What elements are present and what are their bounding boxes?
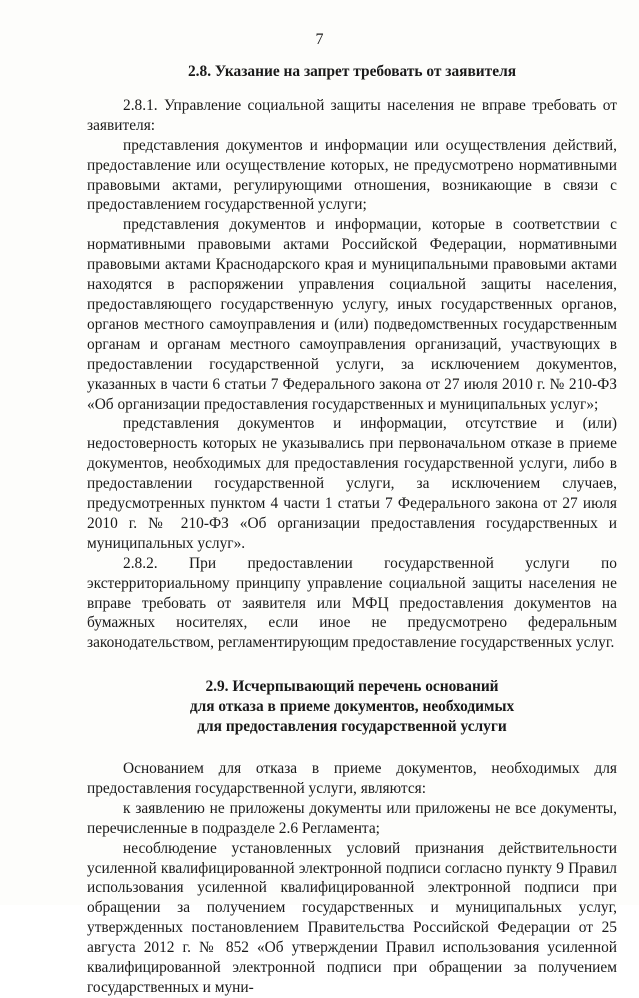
paragraph-2-8-1: 2.8.1. Управление социальной защиты населения не вправе требовать от заявителя: [87, 96, 617, 134]
paragraph-requirement-2: представления документов и информации, которые в соответствии с нормативными правовыми актами Российской Федерации, нормативными правовыми актами Краснодарского края и муниципальными правовыми актами находятся в распоряжении управления социальной защиты населения, предоставляющего государственную услугу, иных государственных органов, органов местного самоуправления и (или) подведомственных государственным органам и органам местного самоуправления организаций, участвующих в предоставлении государственной услуги, за исключением документов, указанных в части 6 статьи 7 Федерального закона от 27 июля 2010 г. № 210-ФЗ «Об организации предоставления государственных и муниципальных услуг»; [87, 216, 617, 413]
section-heading-2-9 [87, 677, 617, 737]
paragraph-requirement-3: представления документов и информации, отсутствие и (или) недостоверность которых не указывались при первоначальном отказе в приеме документов, необходимых для предоставления государственной услуги, либо в предоставлении государственной услуги, за исключением случаев, предусмотренных пунктом 4 части 1 статьи 7 Федерального закона от 27 июля 2010 г. № 210-ФЗ «Об организации предоставления государственных и муниципальных услуг». [87, 415, 617, 552]
section-heading-2-8: 2.8. Указание на запрет требовать от заявителя [187, 63, 517, 80]
page-content [87, 62, 617, 998]
section-heading-2-9-line-1: 2.9. Исчерпывающий перечень оснований [205, 678, 499, 696]
paragraph-refusal-ground-2: несоблюдение установленных условий признания действительности усиленной квалифицированной электронной подписи согласно пункту 9 Правил использования усиленной квалифицированной электронной подписи при обращении за получением государственных и муниципальных услуг, утвержденных постановлением Правительства Российской Федерации от 25 августа 2012 г. № 852 «Об утверждении Правил использования усиленной квалифицированной электронной подписи при обращении за получением государственных и муни- [87, 839, 617, 996]
paragraph-refusal-grounds: Основанием для отказа в приеме документов, необходимых для предоставления государственной услуги, являются: [87, 760, 617, 797]
section-heading-2-9-line-2: для отказа в приеме документов, необходимых [189, 698, 515, 716]
paragraph-refusal-ground-1: к заявлению не приложены документы или приложены не все документы, перечисленные в подразделе 2.6 Регламента; [87, 799, 617, 837]
page-number: 7 [315, 31, 324, 48]
section-heading-2-9-line-3: для предоставления государственной услуги [197, 718, 507, 736]
paragraph-2-8-2: 2.8.2. При предоставлении государственной услуги по экстерриториальному принципу управление социальной защиты населения не вправе требовать от заявителя или МФЦ предоставления документов на бумажных носителях, если иное не предусмотрено федеральным законодательством, регламентирующим предоставление государственных услуг. [87, 554, 617, 652]
paragraph-requirement-1: представления документов и информации или осуществления действий, предоставление или осуществление которых, не предусмотрено нормативными правовыми актами, регулирующими отношения, возникающие в связи с предоставлением государственной услуги; [87, 136, 617, 214]
